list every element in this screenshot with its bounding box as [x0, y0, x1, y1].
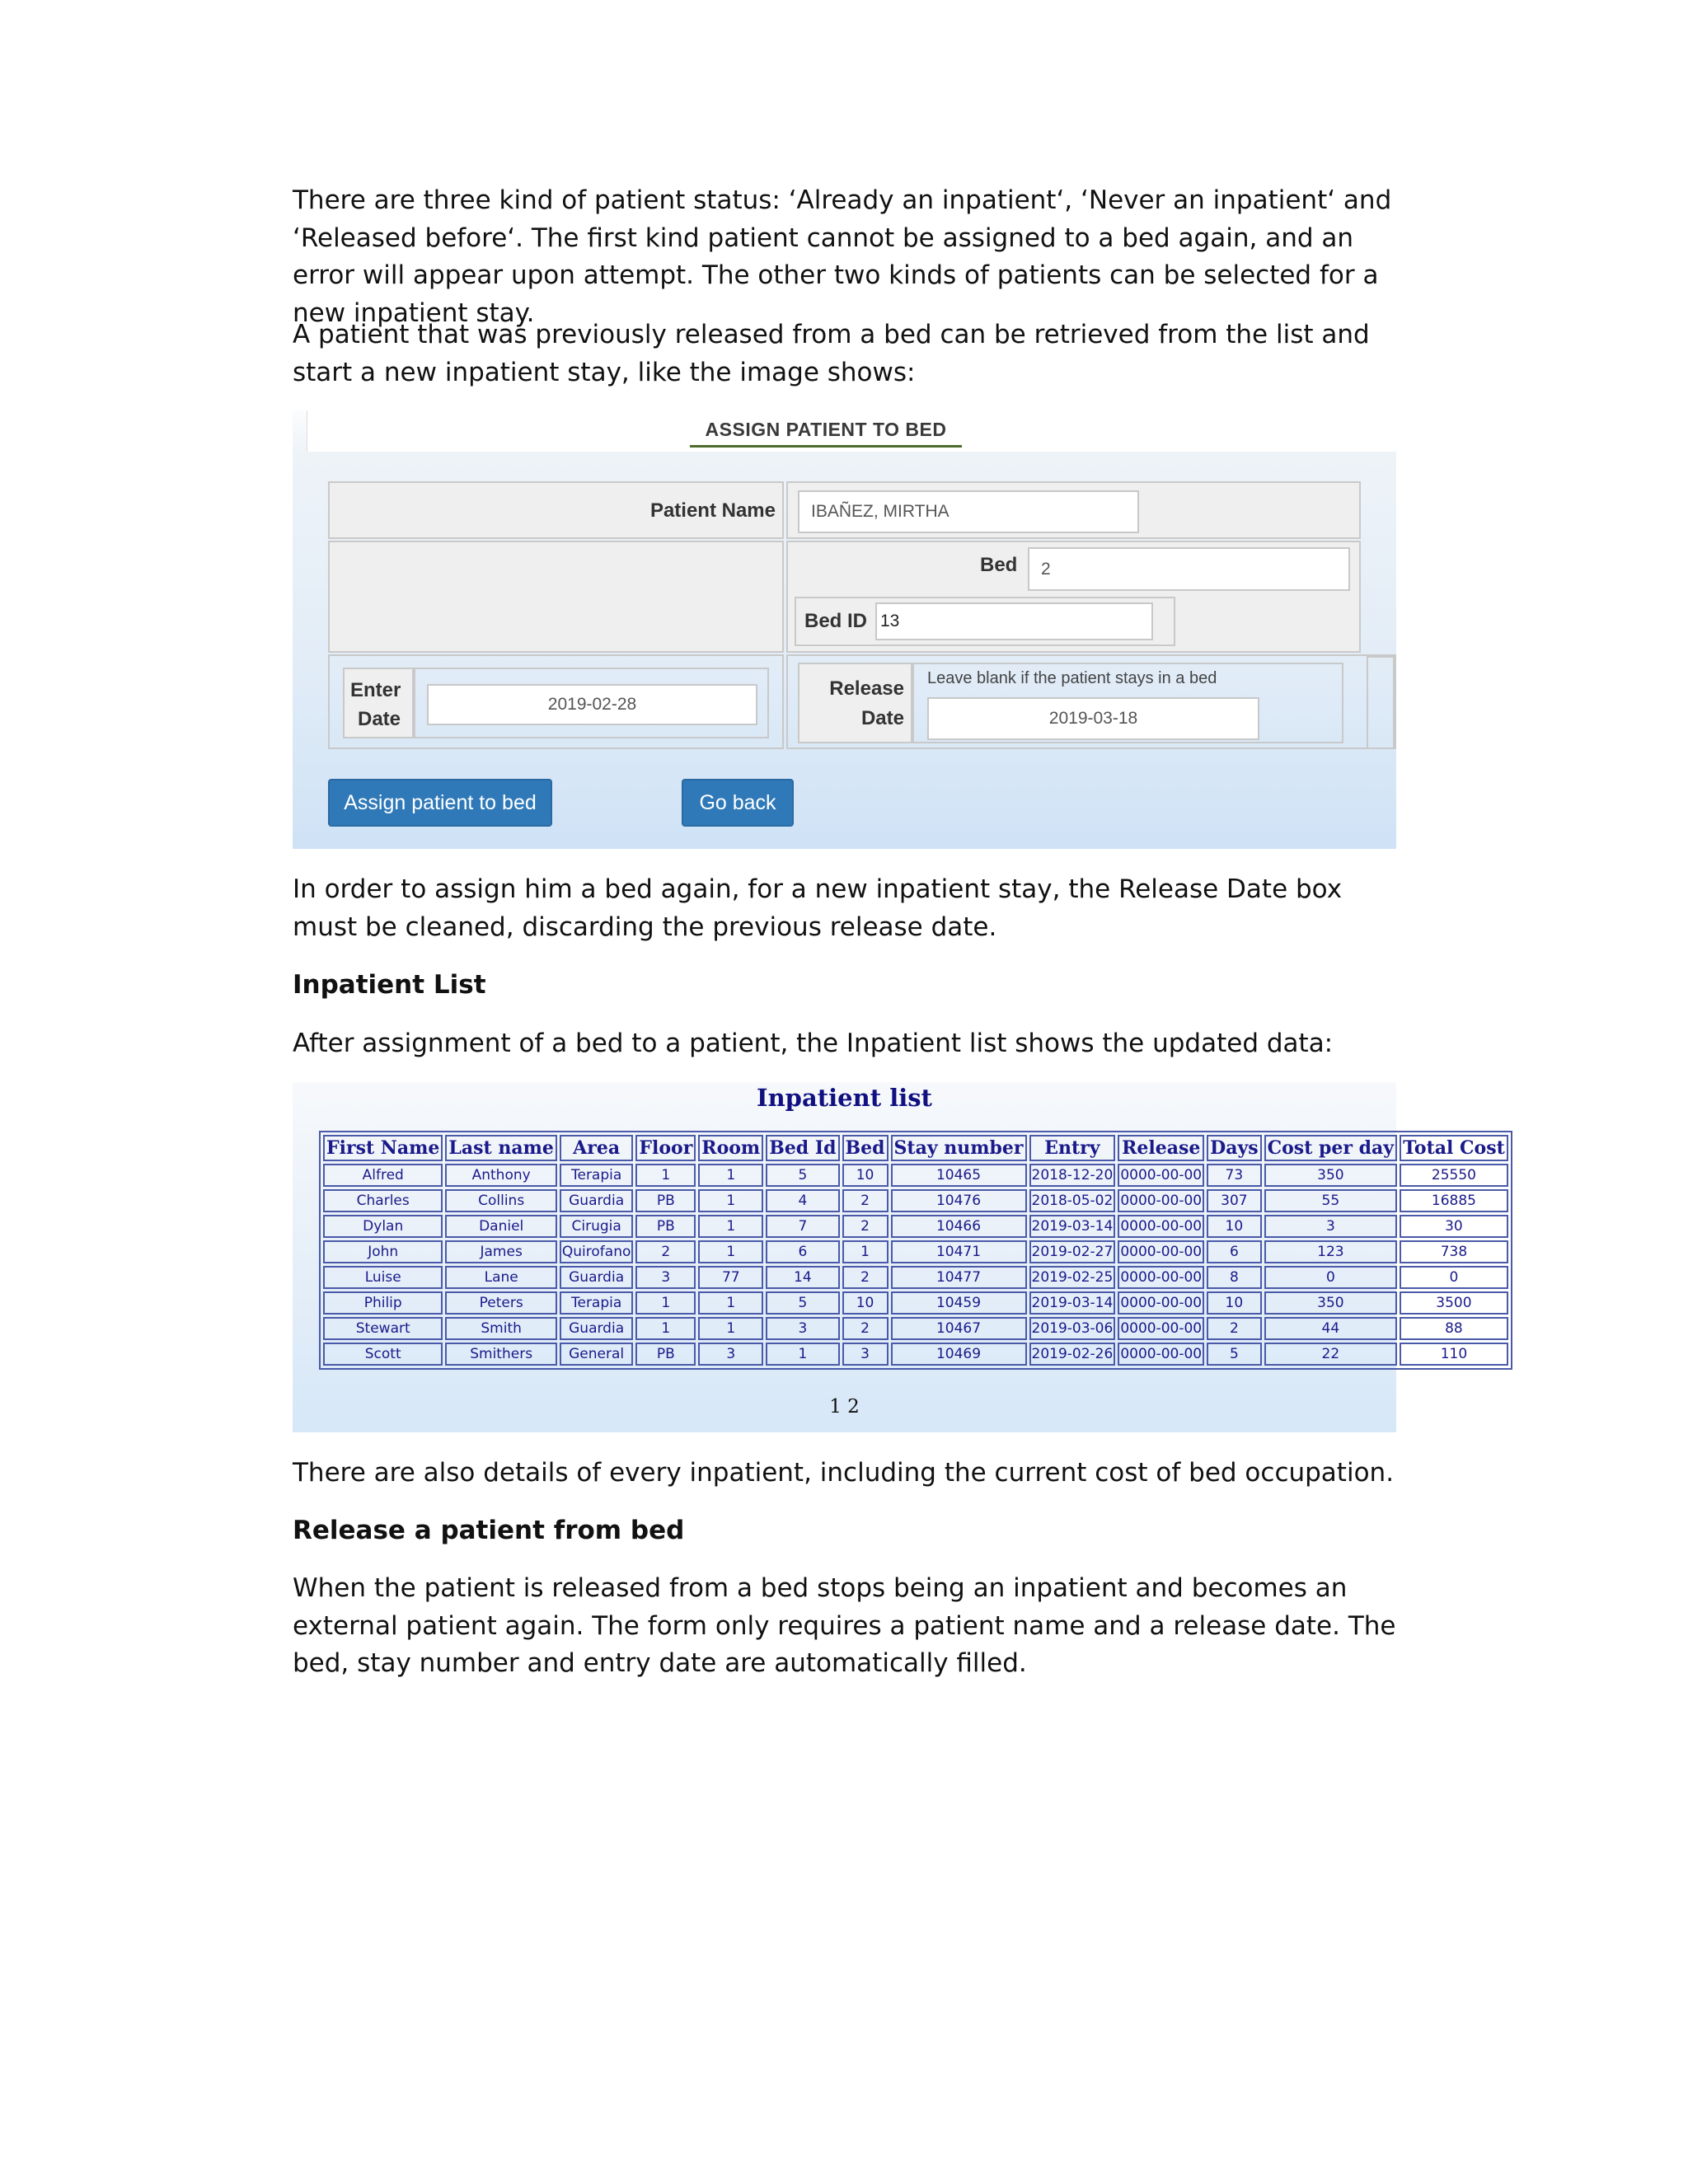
release-hint: Leave blank if the patient stays in a bed: [927, 669, 1217, 687]
table-row: [323, 1291, 1508, 1315]
table-cell: Smith: [445, 1317, 556, 1340]
table-cell: 10465: [891, 1164, 1027, 1187]
column-header: Room: [698, 1135, 763, 1161]
table-cell: 10: [1207, 1291, 1262, 1315]
table-cell: 110: [1400, 1343, 1508, 1366]
release-date-label-box: [798, 663, 912, 743]
bed-input[interactable]: 2: [1028, 547, 1350, 591]
enter-date-input-box: [414, 668, 769, 738]
table-cell: PB: [635, 1189, 696, 1212]
bed-id-label: Bed ID: [804, 610, 868, 632]
inpatient-table: [319, 1131, 1512, 1370]
table-cell: 350: [1264, 1291, 1397, 1315]
empty-cell: [328, 541, 784, 653]
table-cell: 14: [766, 1266, 839, 1289]
table-cell: 25550: [1400, 1164, 1508, 1187]
table-cell: James: [445, 1240, 556, 1263]
table-cell: 0000-00-00: [1118, 1164, 1204, 1187]
table-row: [323, 1240, 1508, 1263]
enter-label-line2: Date: [358, 708, 401, 730]
table-cell: Smithers: [445, 1343, 556, 1366]
heading-release-patient: Release a patient from bed: [293, 1516, 685, 1545]
table-cell: 1: [635, 1164, 696, 1187]
table-cell: 738: [1400, 1240, 1508, 1263]
table-cell: 2019-02-26: [1029, 1343, 1116, 1366]
column-header: Area: [560, 1135, 633, 1161]
table-cell: 10: [842, 1164, 889, 1187]
table-cell: Scott: [323, 1343, 443, 1366]
table-cell: Cirugia: [560, 1215, 633, 1238]
table-cell: 2: [842, 1266, 889, 1289]
table-cell: 4: [766, 1189, 839, 1212]
table-cell: Luise: [323, 1266, 443, 1289]
table-row: [323, 1215, 1508, 1238]
enter-date-input[interactable]: 2019-02-28: [427, 684, 757, 725]
column-header: Release: [1118, 1135, 1204, 1161]
table-cell: 10477: [891, 1266, 1027, 1289]
paragraph-5: There are also details of every inpatient, including the current cost of bed occupation.: [293, 1458, 1395, 1488]
table-cell: 1: [698, 1240, 763, 1263]
table-cell: Quirofano: [560, 1240, 633, 1263]
table-cell: 22: [1264, 1343, 1397, 1366]
table-cell: 2: [842, 1189, 889, 1212]
table-cell: 0000-00-00: [1118, 1240, 1204, 1263]
table-cell: 5: [1207, 1343, 1262, 1366]
table-cell: 55: [1264, 1189, 1397, 1212]
table-cell: PB: [635, 1343, 696, 1366]
table-row: [323, 1266, 1508, 1289]
table-cell: 2: [635, 1240, 696, 1263]
paragraph-3: In order to assign him a bed again, for a new inpatient stay, the Release Date box must be cleaned, discarding the previous release date.: [293, 874, 1343, 942]
release-date-cell: [786, 654, 1396, 749]
table-row: [323, 1317, 1508, 1340]
table-cell: 5: [766, 1164, 839, 1187]
table-cell: 6: [1207, 1240, 1262, 1263]
table-cell: Guardia: [560, 1189, 633, 1212]
table-cell: 350: [1264, 1164, 1397, 1187]
column-header: Days: [1207, 1135, 1262, 1161]
enter-date-label-box: [343, 668, 414, 738]
table-cell: 10466: [891, 1215, 1027, 1238]
table-cell: 1: [698, 1317, 763, 1340]
paragraph-4: After assignment of a bed to a patient, the Inpatient list shows the updated data:: [293, 1029, 1334, 1058]
release-date-input-box: [912, 663, 1343, 743]
table-cell: General: [560, 1343, 633, 1366]
table-cell: 2019-03-06: [1029, 1317, 1116, 1340]
table-cell: 0: [1400, 1266, 1508, 1289]
column-header: Total Cost: [1400, 1135, 1508, 1161]
table-cell: 2019-03-14: [1029, 1215, 1116, 1238]
assign-patient-form: [293, 410, 1396, 849]
column-header: Last name: [445, 1135, 556, 1161]
bed-cell: [786, 541, 1361, 653]
table-cell: 77: [698, 1266, 763, 1289]
table-cell: Daniel: [445, 1215, 556, 1238]
bed-id-box: [795, 597, 1175, 646]
assign-patient-button[interactable]: Assign patient to bed: [328, 779, 552, 827]
table-cell: 123: [1264, 1240, 1397, 1263]
table-header-row: [323, 1135, 1508, 1161]
enter-label-line1: Enter: [350, 679, 401, 701]
column-header: Entry: [1029, 1135, 1116, 1161]
table-cell: 10: [842, 1291, 889, 1315]
table-cell: 3500: [1400, 1291, 1508, 1315]
table-cell: 16885: [1400, 1189, 1508, 1212]
table-cell: 2: [842, 1215, 889, 1238]
table-cell: PB: [635, 1215, 696, 1238]
table-cell: 10: [1207, 1215, 1262, 1238]
table-cell: Terapia: [560, 1164, 633, 1187]
release-label-line2: Date: [860, 707, 904, 729]
table-cell: 5: [766, 1291, 839, 1315]
table-cell: 0: [1264, 1266, 1397, 1289]
pagination[interactable]: 1 2: [829, 1396, 860, 1418]
patient-name-input[interactable]: IBAÑEZ, MIRTHA: [798, 490, 1139, 533]
table-cell: 7: [766, 1215, 839, 1238]
inpatient-list-title: Inpatient list: [757, 1084, 932, 1112]
table-cell: 8: [1207, 1266, 1262, 1289]
table-row: [323, 1343, 1508, 1366]
table-row: [323, 1189, 1508, 1212]
table-cell: 1: [698, 1164, 763, 1187]
bed-id-input[interactable]: 13: [875, 602, 1153, 640]
table-cell: 3: [635, 1266, 696, 1289]
table-cell: 1: [635, 1317, 696, 1340]
table-cell: John: [323, 1240, 443, 1263]
side-divider: [1367, 656, 1395, 749]
release-label-line1: Release: [829, 677, 904, 700]
table-cell: 10476: [891, 1189, 1027, 1212]
inpatient-list-panel: [293, 1082, 1505, 1432]
heading-inpatient-list: Inpatient List: [293, 970, 486, 1000]
intro-paragraph-1: There are three kind of patient status: ‘Already an inpatient‘, ‘Never an inpatient‘ and ‘Released before‘. The first kind patient cannot be assigned to a bed again, and an error will appear upon attempt. The other two kinds of patients can be selected for a new inpatient stay.: [293, 185, 1392, 328]
column-header: First Name: [323, 1135, 443, 1161]
intro-paragraph-2: A patient that was previously released from a bed can be retrieved from the list and start a new inpatient stay, like the image shows:: [293, 320, 1370, 387]
column-header: Cost per day: [1264, 1135, 1397, 1161]
patient-name-label-cell: [328, 481, 784, 539]
table-cell: 2018-05-02: [1029, 1189, 1116, 1212]
table-cell: 307: [1207, 1189, 1262, 1212]
table-cell: Guardia: [560, 1266, 633, 1289]
table-cell: 3: [698, 1343, 763, 1366]
table-cell: 0000-00-00: [1118, 1266, 1204, 1289]
table-cell: 10467: [891, 1317, 1027, 1340]
table-cell: 88: [1400, 1317, 1508, 1340]
table-row: [323, 1164, 1508, 1187]
table-cell: Peters: [445, 1291, 556, 1315]
enter-date-cell: [328, 654, 784, 749]
table-cell: 3: [766, 1317, 839, 1340]
bed-label: Bed: [980, 554, 1018, 576]
table-cell: 30: [1400, 1215, 1508, 1238]
table-cell: 10471: [891, 1240, 1027, 1263]
column-header: Bed: [842, 1135, 889, 1161]
table-cell: 1: [842, 1240, 889, 1263]
go-back-button[interactable]: Go back: [682, 779, 794, 827]
table-cell: 1: [635, 1291, 696, 1315]
table-cell: Philip: [323, 1291, 443, 1315]
table-cell: Collins: [445, 1189, 556, 1212]
table-cell: 2018-12-20: [1029, 1164, 1116, 1187]
table-cell: Charles: [323, 1189, 443, 1212]
table-cell: 10459: [891, 1291, 1027, 1315]
column-header: Stay number: [891, 1135, 1027, 1161]
table-cell: Dylan: [323, 1215, 443, 1238]
patient-name-label: Patient Name: [649, 499, 776, 522]
table-cell: 10469: [891, 1343, 1027, 1366]
table-cell: Alfred: [323, 1164, 443, 1187]
table-cell: Anthony: [445, 1164, 556, 1187]
table-cell: 0000-00-00: [1118, 1317, 1204, 1340]
column-header: Floor: [635, 1135, 696, 1161]
table-cell: 2019-03-14: [1029, 1291, 1116, 1315]
table-cell: 3: [1264, 1215, 1397, 1238]
table-cell: 2: [1207, 1317, 1262, 1340]
table-cell: 2: [842, 1317, 889, 1340]
paragraph-6: When the patient is released from a bed stops being an inpatient and becomes an external patient again. The form only requires a patient name and a release date. The bed, stay number and entry date are automatically filled.: [293, 1573, 1396, 1678]
table-cell: 0000-00-00: [1118, 1343, 1204, 1366]
table-cell: 0000-00-00: [1118, 1291, 1204, 1315]
table-cell: 1: [698, 1215, 763, 1238]
table-cell: 1: [698, 1291, 763, 1315]
patient-name-value-cell: [786, 481, 1361, 539]
release-date-input[interactable]: 2019-03-18: [927, 697, 1259, 740]
table-cell: 2019-02-27: [1029, 1240, 1116, 1263]
table-cell: Guardia: [560, 1317, 633, 1340]
column-header: Bed Id: [766, 1135, 839, 1161]
table-cell: 6: [766, 1240, 839, 1263]
table-cell: 3: [842, 1343, 889, 1366]
table-cell: 1: [698, 1189, 763, 1212]
table-cell: Terapia: [560, 1291, 633, 1315]
table-cell: 2019-02-25: [1029, 1266, 1116, 1289]
table-cell: 0000-00-00: [1118, 1215, 1204, 1238]
title-underline: [690, 445, 962, 448]
table-cell: 0000-00-00: [1118, 1189, 1204, 1212]
table-cell: 1: [766, 1343, 839, 1366]
table-cell: Lane: [445, 1266, 556, 1289]
table-cell: Stewart: [323, 1317, 443, 1340]
form-title: ASSIGN PATIENT TO BED: [705, 419, 947, 440]
table-cell: 44: [1264, 1317, 1397, 1340]
table-cell: 73: [1207, 1164, 1262, 1187]
